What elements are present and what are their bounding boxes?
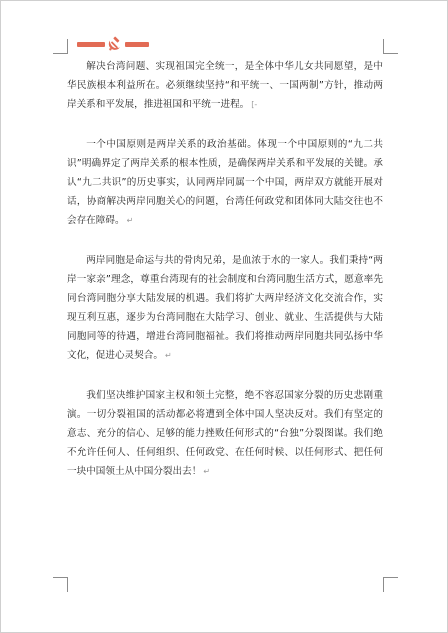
paragraph-mark: [- <box>251 100 258 109</box>
header-decor-bar-left <box>77 42 105 47</box>
corner-mark-top-right <box>383 39 398 54</box>
paragraph-2-text: 一个中国原则是两岸关系的政治基础。体现一个中国原则的“九二共识”明确界定了两岸关系的根本性质，是确保两岸关系和平发展的关键。承认“九二共识”的历史事实，认同两岸同属一个中国，两岸双方就能开展对话，协商解决两岸同胞关心的问题，台湾任何政党和团体同大陆交往也不会存在障碍。 <box>67 139 383 226</box>
paragraph-mark: ↵ <box>203 467 211 476</box>
paragraph-1 <box>67 57 383 114</box>
paragraph-2 <box>67 135 383 230</box>
party-emblem-icon <box>106 36 123 53</box>
paragraph-1-text: 解决台湾问题、实现祖国完全统一，是全体中华儿女共同愿望，是中华民族根本利益所在。必须继续坚持“和平统一、一国两制”方针，推动两岸关系和平发展，推进祖国和平统一进程。 <box>67 61 383 110</box>
paragraph-4 <box>67 386 383 481</box>
paragraph-4-text: 我们坚决维护国家主权和领土完整，绝不容忍国家分裂的历史悲剧重演。一切分裂祖国的活动都必将遭到全体中国人坚决反对。我们有坚定的意志、充分的信心、足够的能力挫败任何形式的“台独”分裂图谋。我们绝不允许任何人、任何组织、任何政党、在任何时候、以任何形式、把任何一块中国领土从中国分裂出去！ <box>67 390 383 477</box>
corner-mark-bottom-right <box>383 577 398 592</box>
corner-mark-bottom-left <box>53 577 68 592</box>
corner-mark-top-left <box>53 39 68 54</box>
paragraph-3-text: 两岸同胞是命运与共的骨肉兄弟，是血浓于水的一家人。我们秉持“两岸一家亲”理念，尊重台湾现有的社会制度和台湾同胞生活方式，愿意率先同台湾同胞分享大陆发展的机遇。我们将扩大两岸经济文化交流合作，实现互利互惠，逐步为台湾同胞在大陆学习、创业、就业、生活提供与大陆同胞同等的待遇，增进台湾同胞福祉。我们将推动两岸同胞共同弘扬中华文化，促进心灵契合。 <box>67 255 383 361</box>
paragraph-3 <box>67 251 383 365</box>
paragraph-mark: ↵ <box>164 351 172 360</box>
header-decor-bar-right <box>125 42 149 47</box>
paragraph-mark: ↵ <box>126 216 134 225</box>
document-body <box>67 57 383 499</box>
